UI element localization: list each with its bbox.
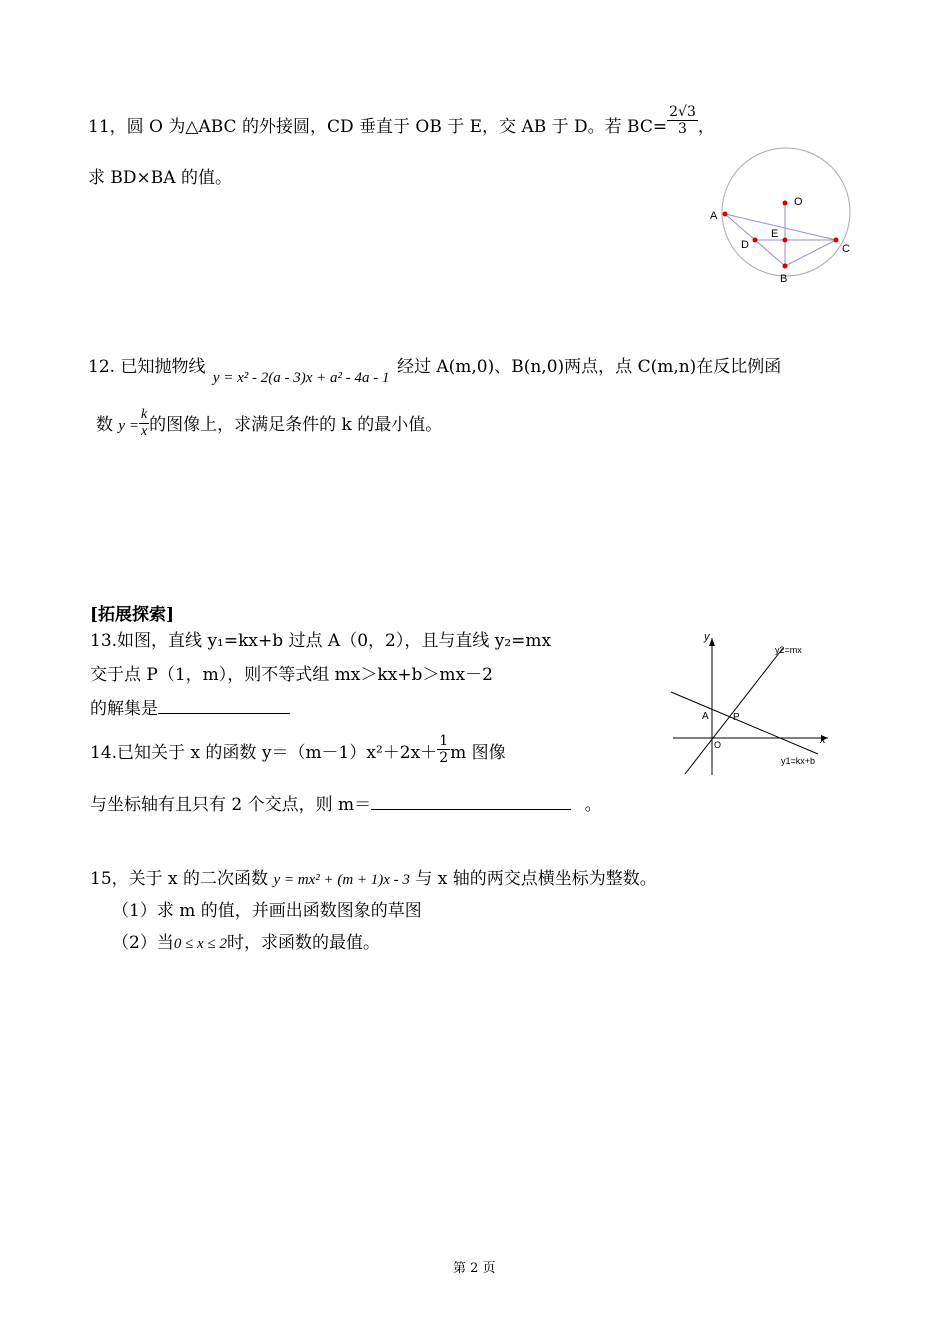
line-y2 (685, 648, 783, 774)
q12-middle: 经过 A(m,0)、B(n,0)两点，点 C(m,n)在反比例函 (396, 357, 782, 377)
q15-part2-a: （2）当 (112, 933, 174, 953)
q13-graph (668, 630, 838, 778)
label-e: E (771, 228, 779, 240)
label-y2: y2=mx (775, 645, 802, 655)
point-a (723, 212, 728, 217)
q11-line2: 求 BD×BA 的值。 (88, 168, 232, 188)
label-o: O (714, 740, 722, 750)
q13-answer-blank[interactable] (158, 699, 290, 714)
q14-end: 。 (584, 795, 602, 815)
label-a: A (710, 210, 718, 222)
q14-text-b: m 图像 (450, 743, 506, 763)
q15-text-a: 15，关于 x 的二次函数 (90, 869, 269, 889)
point-b (783, 264, 788, 269)
half-denominator: 2 (439, 750, 449, 766)
page-number: 第 2 页 (453, 1261, 496, 1276)
bc-numerator: 2√3 (669, 104, 696, 120)
k-over-x-fraction (139, 407, 149, 440)
point-o (783, 201, 788, 206)
label-o: O (794, 196, 803, 208)
label-y-axis: y (704, 631, 710, 643)
q15-part2-b: 时，求函数的最值。 (226, 933, 380, 953)
label-p: P (733, 712, 740, 723)
q12-text-a: 数 (96, 415, 113, 435)
label-x-axis: x (820, 734, 826, 746)
half-numerator: 1 (439, 733, 449, 749)
section-title: [拓展探索] (90, 605, 175, 625)
q12-line2 (96, 407, 443, 440)
line-y1 (671, 692, 818, 754)
label-y1: y1=kx+b (781, 756, 816, 766)
bc-denominator: 3 (678, 121, 687, 137)
q11-text-b: ， (697, 117, 715, 137)
q12-func-y: y = (118, 418, 139, 434)
label-d: D (741, 239, 749, 251)
q15-line1 (90, 864, 657, 889)
q14-text-c: 与坐标轴有且只有 2 个交点，则 m＝ (90, 795, 372, 815)
circumcircle (722, 148, 850, 276)
one-half-fraction (437, 733, 450, 766)
q15-part1: （1）求 m 的值，并画出函数图象的草图 (112, 901, 422, 921)
q12-prefix: 12. 已知抛物线 (88, 357, 206, 377)
label-c: C (842, 243, 850, 255)
bc-fraction (667, 104, 698, 137)
q15-part2 (112, 928, 380, 953)
q13-line2: 交于点 P（1，m），则不等式组 mx＞kx+b＞mx－2 (90, 665, 493, 685)
q13-line3 (90, 694, 290, 719)
q14-line2 (90, 790, 602, 815)
q15-range: 0 ≤ x ≤ 2 (173, 936, 227, 952)
point-c (834, 238, 839, 243)
q11-circle-figure (700, 140, 870, 300)
q15-text-b: 与 x 轴的两交点横坐标为整数。 (415, 869, 657, 889)
q12-text-b: 的图像上，求满足条件的 k 的最小值。 (149, 415, 443, 435)
label-a: A (702, 711, 709, 722)
q14-text-a: 14.已知关于 x 的函数 y＝（m－1）x²＋2x＋ (90, 743, 438, 763)
q11-line1 (88, 104, 715, 137)
q14-answer-blank[interactable] (371, 795, 571, 810)
q13-answer-label: 的解集是 (90, 699, 158, 719)
k-numerator: k (140, 407, 148, 422)
q12-equation: y = x² - 2(a - 3)x + a² - 4a - 1 (212, 370, 390, 386)
q12-line1 (88, 352, 782, 386)
q11-text-a: 11，圆 O 为△ABC 的外接圆，CD 垂直于 OB 于 E，交 AB 于 D。若 BC= (88, 117, 668, 137)
x-denominator: x (140, 424, 148, 439)
q14-line1 (90, 733, 506, 766)
q13-line1: 13.如图，直线 y₁=kx+b 过点 A（0，2），且与直线 y₂=mx (90, 631, 552, 651)
point-e (783, 238, 788, 243)
label-b: B (780, 273, 788, 285)
q15-equation: y = mx² + (m + 1)x - 3 (273, 872, 410, 888)
point-d (753, 238, 758, 243)
